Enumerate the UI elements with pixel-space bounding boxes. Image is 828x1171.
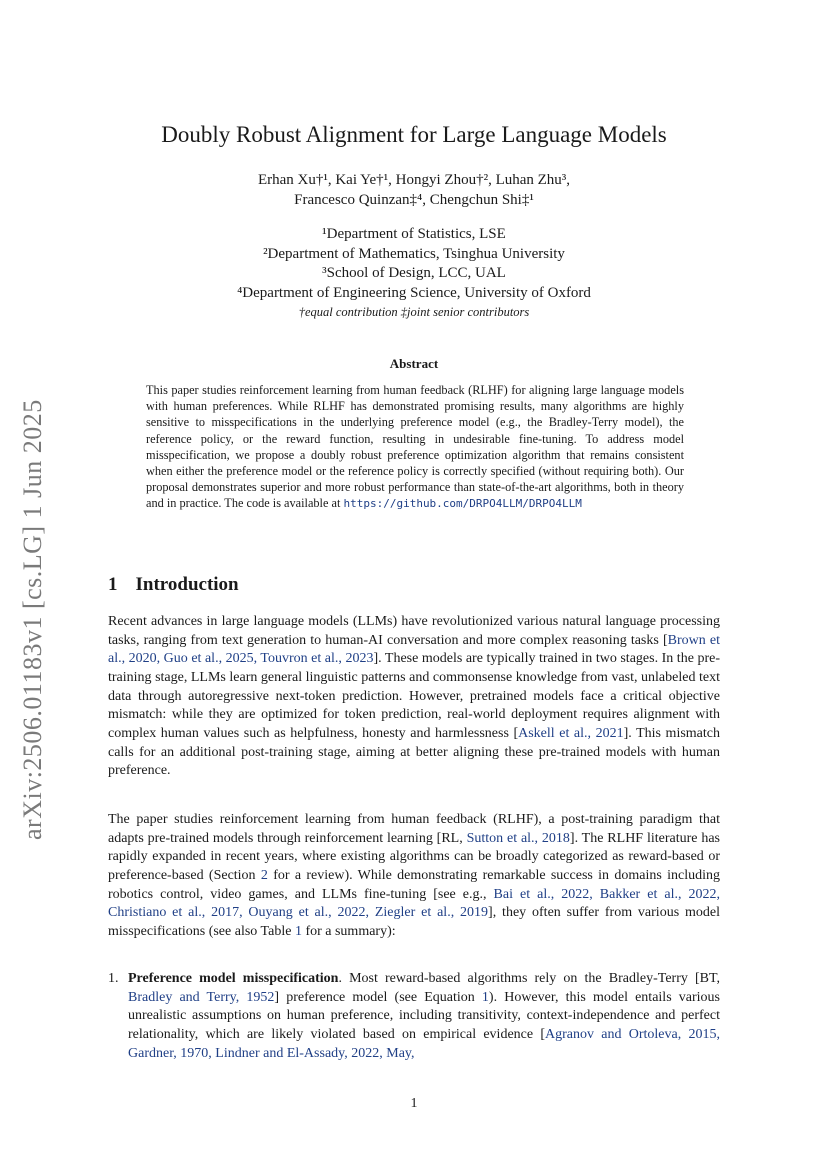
citation[interactable]: Askell et al., 2021 [518,725,624,741]
section-number: 1 [108,574,118,595]
li-text-b: ] preference model (see Equation [274,989,482,1005]
affiliation-4: ⁴Department of Engineering Science, University of Oxford [237,284,591,301]
abstract-body [146,382,684,513]
affiliation-3: ³School of Design, LCC, UAL [322,265,506,281]
p2-text-c: for a review). While demonstrating remarkable success in domains including robotics control, video games, and LLMs fine-tuning [see e.g., [108,867,720,902]
author-line-2: Francesco Quinzan‡⁴, Chengchun Shi‡¹ [294,192,534,208]
table-ref[interactable]: 1 [294,923,302,939]
affiliation-1: ¹Department of Statistics, LSE [322,226,506,242]
p1-text-a: Recent advances in large language models (LLMs) have revolutionized various natural language processing tasks, ranging from text generation to human-AI conversation and more complex reasoning tasks [ [108,614,720,648]
page-number: 1 [410,1096,418,1111]
p2-text-d: ], they often suffer from various model misspecifications (see also Table [108,905,720,939]
list-bold-term: Preference model misspecification [128,971,339,986]
affiliations [0,225,828,323]
arxiv-identifier: arXiv:2506.01183v1 [cs.LG] 1 Jun 2025 [18,399,47,840]
paper-title: Doubly Robust Alignment for Large Language Models [161,122,667,147]
citation[interactable]: Bai et al., 2022, Bakker et al., 2022, Christiano et al., 2017, Ouyang et al., 2022, Ziegler et al., 2019 [108,886,720,921]
author-list [0,170,828,210]
code-link[interactable]: https://github.com/DRPO4LLM/DRPO4LLM [343,497,582,511]
author-line-1: Erhan Xu†¹, Kai Ye†¹, Hongyi Zhou†², Luhan Zhu³, [257,172,571,188]
section-title: Introduction [135,574,239,595]
li-text-a: . Most reward-based algorithms rely on the Bradley-Terry [BT, [338,971,720,986]
abstract-text: This paper studies reinforcement learning from human feedback (RLHF) for aligning large language models with human preferences. While RLHF has demonstrated promising results, many algorithms are highly sensitive to misspecifications in the underlying preference model (e.g., the Bradley-Terry model), the reference policy, or the reward function, resulting in undesirable fine-tuning. To address model misspecification, we propose a doubly robust preference optimization algorithm that remains consistent when either the preference model or the reference policy is correctly specified (without requiring both). Our proposal demonstrates superior and more robust performance than state-of-the-art algorithms, both in theory and in practice. The code is available at [146,383,684,511]
p1-text-b: ]. These models are typically trained in two stages. In the pre-training stage, LLMs learn general linguistic patterns and commonsense knowledge from vast, unlabeled text data through autoregressive next-token prediction. However, pretrained models face a critical objective mismatch: while they are optimized for token prediction, real-world deployment requires alignment with complex human values such as helpfulness, honesty and harmlessness [ [108,651,720,741]
p2-text-a: The paper studies reinforcement learning from human feedback (RLHF), a post-training paradigm that adapts pre-trained models through reinforcement learning [RL, [108,812,720,846]
equation-ref[interactable]: 1 [481,989,489,1005]
p2-text-b: ]. The RLHF literature has rapidly expanded in recent years, where existing algorithms can be broadly categorized as reward-based or preference-based (Section [108,830,720,883]
li-text-c: ). However, this model entails various unrealistic assumptions on human preference, including transitivity, context-independence and perfect relationality, which are likely violated based on empirical evidence [ [128,989,720,1042]
p2-text-e: for a summary): [301,923,396,939]
contribution-note: †equal contribution ‡joint senior contributors [298,305,530,319]
list-text [128,970,720,1063]
citation[interactable]: Sutton et al., 2018 [466,830,570,846]
section-heading [108,574,239,596]
paragraph-2 [108,811,720,942]
list-number: 1. [108,971,119,986]
list-item [108,970,720,1063]
affiliation-2: ²Department of Mathematics, Tsinghua University [263,245,565,262]
section-ref[interactable]: 2 [260,867,268,883]
paragraph-1 [108,613,720,781]
p1-text-c: ]. This mismatch calls for an additional post-training stage, aiming at better aligning these pre-trained models with human preference. [108,725,720,779]
citation[interactable]: Agranov and Ortoleva, 2015, Gardner, 1970, Lindner and El-Assady, 2022, May, [128,1026,720,1061]
citation[interactable]: Brown et al., 2020, Guo et al., 2025, Touvron et al., 2023 [108,632,720,667]
citation[interactable]: Bradley and Terry, 1952 [128,989,275,1005]
abstract-heading: Abstract [389,356,439,371]
